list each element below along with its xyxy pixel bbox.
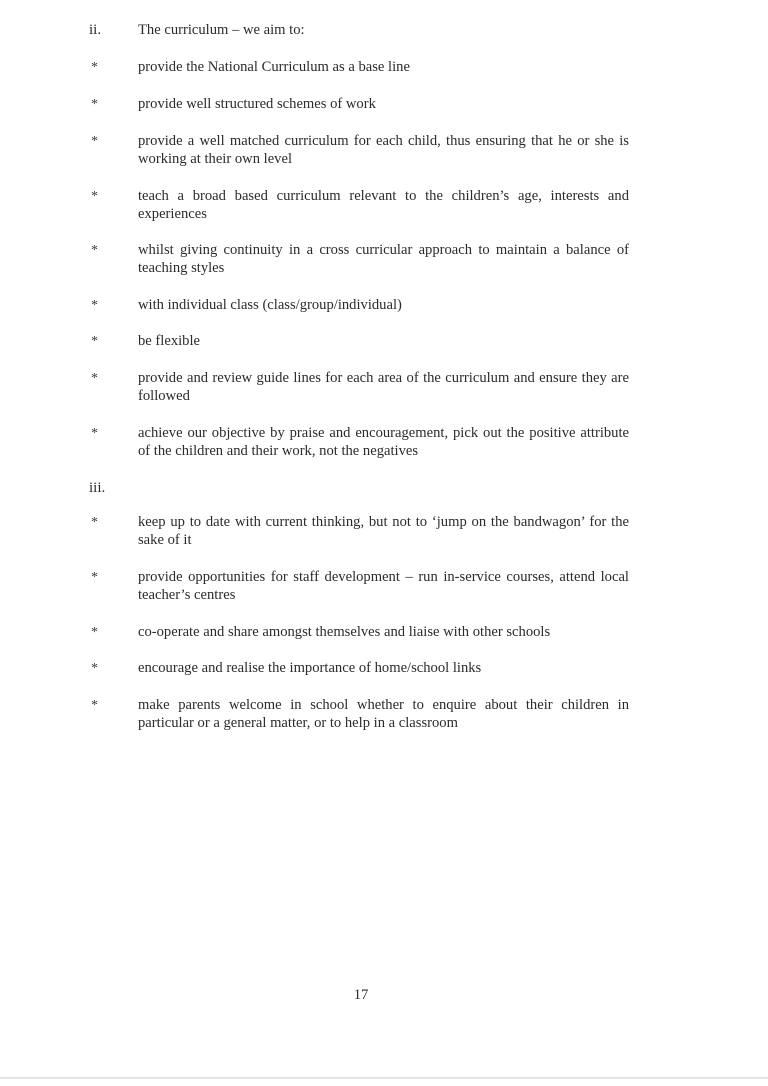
bullet-symbol: *: [91, 189, 98, 204]
list-item: provide a well matched curriculum for each child, thus ensuring that he or she is working at their own level: [138, 133, 629, 167]
bullet-symbol: *: [91, 570, 98, 585]
list-item: teach a broad based curriculum relevant to the children’s age, interests and experiences: [138, 188, 629, 222]
list-item: make parents welcome in school whether to enquire about their children in particular or a general matter, or to help in a classroom: [138, 697, 629, 731]
list-item: achieve our objective by praise and encouragement, pick out the positive attribute of the children and their work, not the negatives: [138, 425, 629, 459]
bullet-symbol: *: [91, 698, 98, 713]
bullet-symbol: *: [91, 426, 98, 441]
bullet-symbol: *: [91, 515, 98, 530]
list-item: encourage and realise the importance of home/school links: [138, 660, 482, 676]
section-marker-iii: iii.: [89, 480, 106, 496]
list-item: whilst giving continuity in a cross curricular approach to maintain a balance of teaching styles: [138, 242, 629, 276]
bullet-symbol: *: [91, 334, 98, 349]
bullet-symbol: *: [91, 298, 98, 313]
list-item: provide opportunities for staff development – run in-service courses, attend local teacher’s centres: [138, 569, 629, 603]
list-item: provide and review guide lines for each area of the curriculum and ensure they are followed: [138, 370, 629, 404]
bullet-symbol: *: [91, 134, 98, 149]
list-item: provide well structured schemes of work: [138, 96, 376, 112]
list-item: provide the National Curriculum as a base line: [138, 59, 410, 75]
scan-edge-divider: [0, 1077, 768, 1079]
list-item: keep up to date with current thinking, but not to ‘jump on the bandwagon’ for the sake of it: [138, 514, 629, 548]
section-marker-ii: ii.: [89, 22, 102, 38]
bullet-symbol: *: [91, 661, 98, 676]
list-item: be flexible: [138, 333, 200, 349]
bullet-symbol: *: [91, 97, 98, 112]
bullet-symbol: *: [91, 371, 98, 386]
page-number: 17: [353, 987, 369, 1003]
list-item: co-operate and share amongst themselves and liaise with other schools: [138, 624, 551, 640]
bullet-symbol: *: [91, 243, 98, 258]
list-item: with individual class (class/group/individual): [138, 297, 402, 313]
bullet-symbol: *: [91, 60, 98, 75]
section-heading-ii: The curriculum – we aim to:: [138, 22, 305, 38]
bullet-symbol: *: [91, 625, 98, 640]
